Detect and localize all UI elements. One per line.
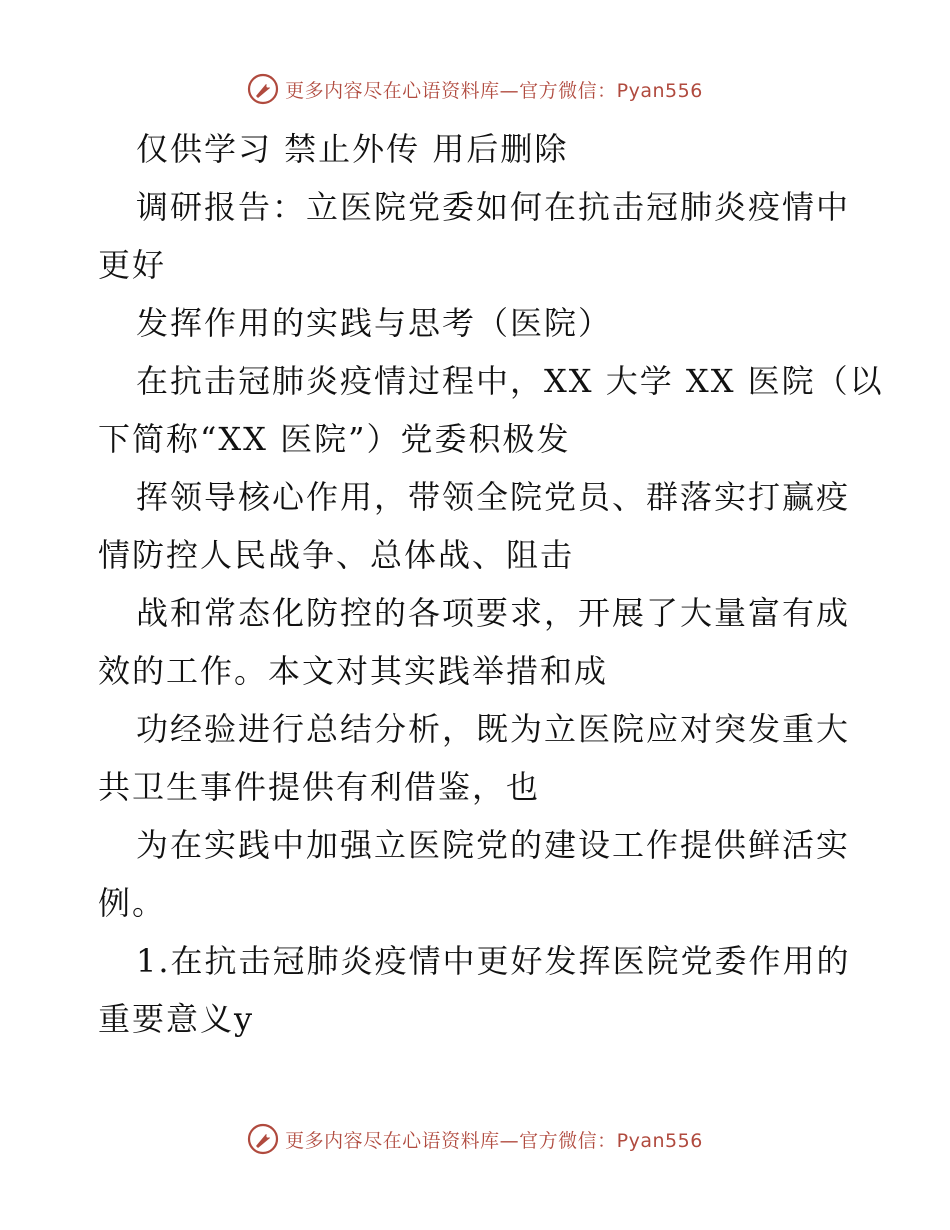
document-body xyxy=(98,120,884,1048)
paragraph-line: 共卫生事件提供有利借鉴，也 xyxy=(98,768,541,806)
footer-banner-wechat: 官方微信：Pyan556 xyxy=(519,1129,703,1152)
footer-banner-dash: — xyxy=(499,1129,520,1152)
footer-banner xyxy=(0,1122,950,1156)
footer-banner-text xyxy=(285,1126,703,1153)
report-title-line-2: 更好 xyxy=(98,246,167,284)
pen-nib-logo-icon xyxy=(247,73,279,105)
header-banner xyxy=(0,72,950,106)
paragraph-line: 战和常态化防控的各项要求，开展了大量富有成 xyxy=(136,594,851,632)
paragraph-line: 为在实践中加强立医院党的建设工作提供鲜活实 xyxy=(136,826,851,864)
header-banner-wechat: 官方微信：Pyan556 xyxy=(519,79,703,102)
paragraph-line: 在抗击冠肺炎疫情过程中，XX 大学 XX 医院（以 xyxy=(136,362,884,400)
report-subtitle: 发挥作用的实践与思考（医院） xyxy=(136,304,613,342)
pen-nib-logo-icon xyxy=(247,1123,279,1155)
footer-banner-title: 更多内容尽在心语资料库 xyxy=(285,1129,500,1152)
paragraph-line: 例。 xyxy=(98,884,167,922)
section-heading-line-1: 1.在抗击冠肺炎疫情中更好发挥医院党委作用的 xyxy=(136,942,851,980)
paragraph-line: 挥领导核心作用，带领全院党员、群落实打赢疫 xyxy=(136,478,851,516)
section-heading-line-2: 重要意义y xyxy=(98,1000,255,1038)
header-banner-text xyxy=(285,76,703,103)
paragraph-line: 下简称“XX 医院”）党委积极发 xyxy=(98,420,571,458)
paragraph-line: 功经验进行总结分析，既为立医院应对突发重大 xyxy=(136,710,851,748)
report-title-line-1: 调研报告：立医院党委如何在抗击冠肺炎疫情中 xyxy=(136,188,851,226)
paragraph-line: 效的工作。本文对其实践举措和成 xyxy=(98,652,609,690)
paragraph-line: 情防控人民战争、总体战、阻击 xyxy=(98,536,575,574)
header-banner-title: 更多内容尽在心语资料库 xyxy=(285,79,500,102)
header-banner-dash: — xyxy=(499,79,520,102)
notice-line: 仅供学习 禁止外传 用后删除 xyxy=(136,130,569,168)
